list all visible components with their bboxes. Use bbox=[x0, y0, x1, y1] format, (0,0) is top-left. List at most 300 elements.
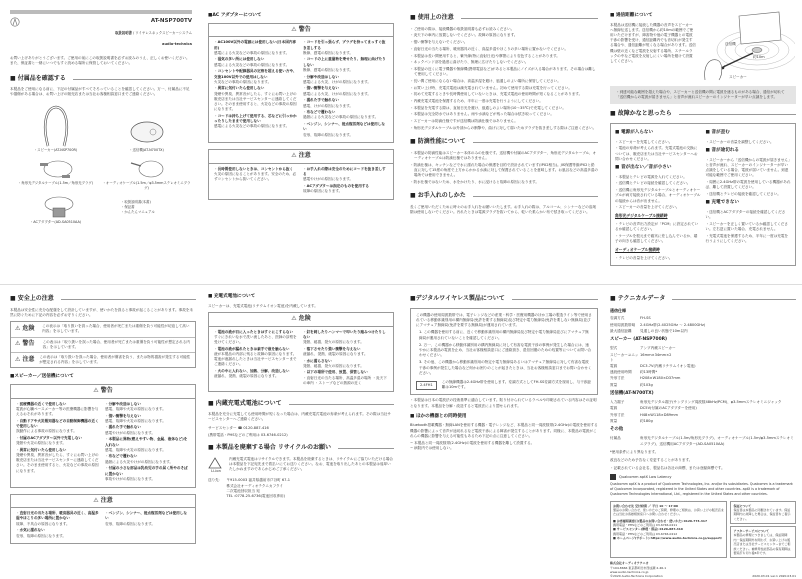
aptx-logo-icon bbox=[610, 474, 616, 480]
ac-warning-box bbox=[208, 23, 394, 144]
included-doc: ・保証書 bbox=[121, 205, 135, 210]
safety-levels-box bbox=[10, 321, 196, 368]
precaution-item: ・濡れた手で触れない 感電やけがの原因になります。 bbox=[105, 425, 190, 435]
spec-label: スピーカーユニット bbox=[610, 352, 639, 362]
tech-column bbox=[610, 291, 796, 579]
send-to-label: 送り先： bbox=[208, 478, 223, 483]
precaution-title: 強い衝撃を与えない bbox=[306, 86, 339, 91]
comm-spec-table bbox=[610, 316, 796, 334]
frequency-badge: 2.4FH1 bbox=[416, 381, 437, 390]
spec-value: DC5V(付属のACアダプターを使用) bbox=[640, 406, 697, 411]
after-service-box bbox=[730, 526, 796, 558]
spec-value: 約180g bbox=[640, 418, 653, 423]
trouble-item: ・電池の寿命が考えられます。充電式電池の交換については、販売店または当社サービスセンターへお問い合わせください。 bbox=[615, 146, 698, 161]
spec-label: 使用周波数帯域 bbox=[610, 322, 636, 327]
list-item: ・防水仕様ではないため、水をかけたり、水に浸けると故障の原因になります。 bbox=[410, 179, 539, 184]
address-line: 二次電池回収担当 宛 bbox=[226, 488, 260, 493]
address-line: TEL :0778-25-6736(電池回収専用) bbox=[226, 493, 286, 498]
caution-list-right bbox=[105, 511, 190, 540]
precaution-item: ・電池の液が目に入ったときはすぐにこすらない すぐにきれいな水で洗い流したあと、医師の診察を受けてください。 bbox=[214, 330, 299, 346]
spec-value: 角形光デジタルケーブル(1.5m/角形光プラグ)、オーディオケーブル(1.5m/φ3.5mmステレオミニプラグ)、送信機用ACアダプター(AD-SA0510AA) bbox=[640, 436, 794, 446]
trouble-item: ・スピーカーを正しく置いているか確認してください。左右逆に置いた場合、充電されません。 bbox=[705, 221, 788, 231]
contact-service-mobile: 携帯電話・PHSなどのご利用は 03-6746-0212 bbox=[613, 531, 678, 536]
spec-value: DC3.7V(内蔵リチウムイオン電池) bbox=[640, 364, 696, 369]
precaution-item: ・付属のACアダプター以外で充電しない 発熱や火災の原因になります。 bbox=[16, 436, 101, 446]
precaution-title: ACアダプターは指定のものを使用する bbox=[306, 184, 370, 189]
precaution-detail: 火災などの事故の原因になります。 bbox=[214, 79, 272, 84]
precaution-detail: 過熱による火災やけがの原因になります。 bbox=[105, 459, 173, 464]
company-name: 株式会社オーディオテクニカ bbox=[610, 561, 649, 566]
precaution-title: コードは持ち上げて使用する、芯などに引っかかったりしたままで使用しない bbox=[214, 113, 297, 124]
care-text: 長くご使用いただくために時々のお手入れをお願いいたします。お手入れの際は、アルコール、シンナーなどの溶剤類は使用しないでください。汚れたときは電源プラグを抜いてから、乾いた柔らかい布で拭き取ってください。 bbox=[410, 204, 596, 214]
spec-value: 見通しの良い状態で10m以内 bbox=[640, 328, 688, 333]
support-url[interactable]: ■ ホームページ(サポート) https://www.audio-technica.co.jp/support/ bbox=[613, 536, 722, 541]
spec-label: 入力端子 bbox=[610, 400, 625, 405]
precaution-item: ・コードは持ち上げて使用する、芯などに引っかかったりしたままで使用しない 感電による火災などの事故の原因になります。 bbox=[214, 114, 299, 130]
doc-subtitle: ワイヤレスネックスピーカーシステム bbox=[135, 31, 192, 35]
trouble-item: ・スピーカーの音量を調整してください。 bbox=[705, 139, 774, 144]
distance-label: 約10m bbox=[753, 55, 765, 59]
list-item: ・初めて充電するときや長時間使用していないときは、充電式電池の使用時間が短くなることがあります。 bbox=[410, 92, 583, 97]
usage-list bbox=[410, 27, 598, 131]
precaution-title: お手入れの際は安全のためにコードを抜き差しする bbox=[303, 166, 386, 177]
ac-adapter-column bbox=[208, 10, 394, 203]
list-item: ・直射日光の当たる場所、暖房器具の近く、高温多湿やほこりの多い場所に置かないでください。 bbox=[410, 46, 569, 51]
li-ion-label: Li-ion bbox=[211, 468, 221, 473]
precaution-detail: 感電による火災などの事故の原因になります。 bbox=[214, 62, 290, 67]
trouble-right bbox=[706, 127, 792, 262]
level-desc: この表示は「取り扱いを誤った場合、使用者が死亡または重傷を負う可能性が切迫して高い内容」を示しています。 bbox=[42, 324, 190, 334]
warranty-text: 保証書は本製品に同梱されています。保証期間内に故障した場合は、保証書をご提示ください。 bbox=[733, 508, 791, 521]
warning-triangle-icon: ⚠ bbox=[93, 386, 99, 394]
included-doc: ・取扱説明書(本書) bbox=[121, 200, 151, 205]
caution-list-left bbox=[214, 167, 299, 196]
precaution-detail: 発熱や火災の原因になります。 bbox=[16, 441, 67, 446]
precaution-detail: 誤動作による事故の原因になります。 bbox=[16, 429, 77, 434]
level-name: 注意 bbox=[22, 355, 35, 363]
ac-caution-box bbox=[208, 149, 394, 200]
battery-text: スピーカーは、充電式電池(リチウムイオン電池)を内蔵しています。 bbox=[208, 303, 318, 308]
wireless-item: 2. 万一、この機器から移動体識別用の構内無線局に対して有害な電波干渉の事例が発生した場合には、速やかに本製品の電波を止め、当社お客様相談窓口にご連絡頂き、混信回避のための処置等についてお問い合わせください。 bbox=[419, 342, 592, 358]
precaution-detail: 発熱、破損、発火の原因になります。 bbox=[303, 363, 364, 368]
safety-column bbox=[10, 291, 196, 547]
header-bar bbox=[10, 10, 192, 14]
speaker-illustration bbox=[36, 104, 76, 148]
spec-group-heading: 通信仕様 bbox=[610, 307, 626, 313]
recycle-text: 内蔵充電式電池はリサイクルできます。本製品を廃棄するときは、リサイクルにご協力いただける場合は本製品を下記宛先まで着払いにてお送りください。なお、電池を取り出したあとの本製品は返却いたしかねますのであらかじめご了承ください。 bbox=[229, 456, 394, 472]
precaution-detail: 変形、故障の原因になります。 bbox=[105, 521, 156, 526]
speaker-warning-box bbox=[10, 384, 196, 488]
precaution-detail: 感電やけがの原因になります。 bbox=[105, 430, 156, 435]
danger-list-left bbox=[214, 330, 299, 388]
wireless-item: 3. その他、この機器から移動体識別用の特定小電力無線局あるいはアマチュア無線局に対して有害な電波干渉の事例が発生した場合など何かお困りのことが起きたときは、当社お客様相談窓口までお問い合わせください。 bbox=[419, 360, 592, 375]
caution-label: 注意 bbox=[100, 496, 113, 504]
precaution-title: 水に濡らさない bbox=[306, 358, 332, 363]
caution-triangle-icon: ⚠ bbox=[93, 496, 99, 504]
spec-label: 質量 bbox=[610, 418, 618, 423]
precaution-title: AC100V以外の電源には使用しない(日本国内専用) bbox=[214, 40, 297, 50]
precaution-item: ・火の中に入れない、加熱、分解、改造しない 液漏れ、発熱、破裂の原因になります。 bbox=[214, 369, 299, 379]
precaution-item: ・布などで覆わない 過熱による火災などの事故の原因になります。 bbox=[303, 110, 388, 120]
precaution-item: ・コードを引っ張らず、プラグを持ってまっすぐ抜き差しする 断線、感電の原因になります。 bbox=[303, 40, 388, 56]
tech-heading: ■ テクニカルデータ bbox=[610, 295, 796, 304]
precaution-detail: 発煙や異臭、異常音がしたら、すぐにお買い上げの販売店または当社サービスセンターに連絡してください。そのまま使用すると、火災などの事故の原因になります。 bbox=[16, 452, 99, 473]
precaution-title: 分解や改造はしない bbox=[306, 74, 339, 79]
precaution-detail: 液漏れ、発熱、破裂の原因になります。 bbox=[303, 351, 368, 356]
accessories-text: 本製品をご使用になる前に、下記の付属品がすべてそろっていることを確認してください。万一、付属品に不足や損傷がある場合は、お買い上げの販売店または当社お客様相談窓口までご連絡ください。 bbox=[10, 87, 190, 97]
precaution-title: 異常に気付いたら使用しない bbox=[217, 86, 265, 91]
precaution-detail: 火災の原因になることがあります。安全のため、必ずコンセントから抜いてください。 bbox=[214, 172, 297, 182]
header-column: AT-NSP700TV 取扱説明書 / ワイヤレスネックスピーカーシステム audio-technica お買い上げありがとうございます。ご使用の前にこの取扱説明書を必ずお読みのうえ、正しくお使いください。また、保証書と一緒にいつでもすぐ読める場所に保管しておいてください。 ■ 付属品を確認する 本製品をご使用になる前に、下記の付属品がすべてそろっていることを確認してください。万一、付属品に不足や損傷がある場合は、お買い上げの販売店または当社お客様相談窓口までご連絡ください。 ・スピーカー(AT-NSP700R) ・送信機(AT-N700TX) ・角形光デジタルケーブル(1.5m／角形光プラグ) ・オーディオケーブル(1.5m／φ3.5mmステレオミニプラグ) ・ACアダプター(AD-SA0510AA) ・取扱説明書(本書) ・保証書 ・かんたんマニュアル bbox=[10, 10, 192, 225]
audio-cable-illustration bbox=[127, 157, 167, 181]
precaution-detail: 感電、けがの原因になります。 bbox=[303, 103, 354, 108]
precaution-detail: 発煙や異臭、異常音がしたら、すぐにお買い上げの販売店または当社サービスセンターに連絡してください。そのまま使用すると、火災などの事故の原因になります。 bbox=[214, 91, 297, 112]
spec-note: 改良などのため予告なく変更することがあります。 bbox=[610, 458, 693, 463]
wireless-intro: この機器の使用周波数帯では、電子レンジなどの産業・科学・医療用機器のほか工場の製造ライン等で使用されている移動体識別用の構内無線局(免許を要する無線局)及び特定小電力無線局(免許を要しない無線局)並びにアマチュア無線局(免許を要する無線局)が運用されています。 bbox=[416, 312, 592, 328]
speaker-spec-table bbox=[610, 346, 796, 387]
trouble-item: ・テレビの音量を上げてください。 bbox=[615, 255, 673, 260]
care-heading: ■ お手入れのしかた bbox=[410, 192, 598, 201]
precaution-detail: 感電、故障や火災の原因になります。 bbox=[105, 447, 166, 452]
included-doc: ・かんたんマニュアル bbox=[121, 210, 155, 215]
contact-hours: お問い合わせ先 受付時間 ／ 平日 10 〜 17:00 bbox=[613, 503, 678, 508]
precaution-title: 自動ドアや火災報知器などの自動制御機器の近くで使用しない bbox=[16, 418, 99, 428]
troubleshooting-box bbox=[610, 123, 796, 266]
level-warning: ⚠ 警告 この表示は「取り扱いを誤った場合、使用者が死亡または重傷を負う可能性が想定される内容」を示しています。 bbox=[11, 338, 195, 353]
wireless-item: 1. この機器を使用する前に、近くで移動体識別用の構内無線局及び特定小電力無線局並びにアマチュア無線局が運用されていないことを確認してください。 bbox=[419, 330, 589, 340]
precaution-title: 付属の小さな部品は乳幼児の手の届く所やのそばに置かない bbox=[105, 466, 188, 476]
after-service-text: 本製品の修理につきましては、保証期間内・保証期間外を問わず、お買い上げの販売店または当社サービスセンターまでご相談ください。補修用性能部品の保有期間は製造打ち切り後6年です。 bbox=[733, 533, 791, 555]
level-caution: ⚠ 注意 この表示は「取り扱いを誤った場合、使用者が傷害を負う、または物的損害が発生する可能性が想定される内容」を示しています。 bbox=[15, 354, 191, 365]
warning-list-right bbox=[303, 40, 388, 139]
precaution-title: 長時間使用しないときは、コンセントから抜く bbox=[217, 166, 294, 171]
spec-label: 変調方式 bbox=[610, 316, 625, 321]
ac-adapter-illustration bbox=[33, 194, 79, 220]
precaution-title: 付属のACアダプター以外で充電しない bbox=[19, 435, 83, 440]
contact-text: 製品のお問い合わせ、使いかたのご質問、修理のご相談は、お買い上げの販売店または当社お客様相談窓口へお問い合わせください。 bbox=[613, 508, 724, 517]
range-note: ・到達可能な範囲を超えた場合や、スピーカーと送信機の間に電波を遮るものがある場合、通信が切れて「送信機からの電波が届きません」と音声が流れスピーカーのインジケーターが早い点滅をします。 bbox=[610, 86, 796, 104]
warning-triangle-icon: ⚠ bbox=[291, 25, 297, 33]
spec-value: アンプ内蔵スピーカー bbox=[640, 346, 676, 351]
list-item: ・お買い上げ時、充電式電池は満充電されていません。初めて使用する際は充電を行ってください。 bbox=[410, 85, 572, 90]
precaution-item: ・落下させたり強い衝撃を与えない 液漏れ、発熱、破裂の原因になります。 bbox=[303, 347, 388, 357]
tv-range-illustration bbox=[699, 10, 795, 82]
precaution-item: ・強い衝撃を与えない 感電による火災、けがの原因になります。 bbox=[303, 86, 388, 96]
warning-list-left bbox=[214, 40, 299, 139]
transmitter-illustration bbox=[127, 104, 167, 148]
contact-support: ■ お客様相談窓口(製品のお問い合わせ・使いかた) 0120-773-417 bbox=[613, 518, 708, 523]
coexist-item: − 本製品と同一周波数帯(2.4GHz)の電波を使用する機器を離して設置する。 bbox=[410, 441, 535, 445]
internal-battery-text: 本製品を充分に充電しても使用時間が短くなった場合は、内蔵充電式電池の寿命が考えられます。その際は当社サービスセンターへご連絡ください。 bbox=[208, 412, 391, 422]
precaution-detail: 感電による火災、けがの原因になります。 bbox=[303, 91, 371, 96]
precaution-detail: すぐにきれいな水で洗い流したあと、医師の診察を受けてください。 bbox=[214, 334, 297, 344]
intro-text: お買い上げありがとうございます。ご使用の前にこの取扱説明書を必ずお読みのうえ、正しくお使いください。また、保証書と一緒にいつでもすぐ読める場所に保管しておいてください。 bbox=[10, 56, 190, 66]
precaution-title: 釘を刺したりハンマーで叩いたり踏みつけたりしない bbox=[303, 329, 386, 339]
spec-note: *使用条件により異なります。 bbox=[610, 449, 659, 454]
spec-label: 型式 bbox=[610, 346, 618, 351]
safety-heading: ■ 安全上の注意 bbox=[10, 295, 196, 304]
precaution-title: 火の中に入れない、加熱、分解、改造しない bbox=[217, 368, 290, 373]
trouble-item: ・ケーブルを根元まで確実に差し込んでいるか、端子の向きも確認してください。 bbox=[615, 233, 698, 244]
precaution-title: 医療機器の近くで使用しない bbox=[19, 401, 67, 406]
battery-danger-box bbox=[208, 312, 394, 392]
precaution-detail: 感電による火災などの事故の原因になります。 bbox=[214, 124, 290, 129]
warranty-heading: 保証について bbox=[733, 503, 752, 508]
safety-text: 本製品は安全性に充分な配慮をして設計していますが、使いかたを誤ると事故が起こることがあります。事故を未然に防ぐために下記の内容を必ずお守りください。 bbox=[10, 307, 193, 317]
contact-service: ■ サービスセンター(修理・部品) 0120-887-416 bbox=[613, 527, 683, 532]
warranty-box bbox=[730, 501, 796, 524]
list-item: ・内蔵充電式電池を保護するため、半年に一度は充電を行うようにしてください。 bbox=[410, 98, 543, 103]
precaution-detail: 故障、不具合の原因になります。 bbox=[16, 521, 70, 526]
trouble-heading: オーディオケーブル接続時 bbox=[615, 247, 660, 253]
precaution-detail: 事故やけがの原因になります。 bbox=[105, 476, 156, 481]
precaution-detail: 感電、故障や火災の原因になります。 bbox=[105, 406, 166, 411]
spec-label: 外形寸法 bbox=[610, 412, 625, 417]
coexist-text: Bluetooth搭載機器・無線LANを使用する機器・電子レンジなど、本製品と同一周波数帯(2.4GHz)の電波を使用する機器の影響によって音声が途切れるなど電波干渉による障害が発生することがあります。同様に、本製品の電波がこれらの機器に影響を与える可能性もあるため下記の点に注意してください。 bbox=[410, 423, 598, 438]
precaution-item: ・強い衝撃を与えない 感電、故障や火災の原因になります。 bbox=[105, 414, 190, 424]
precaution-detail: 液が本製品の内部に残ると故障の原因になります。電池が液漏れしたときは当社サービスセンターまでご連絡ください。 bbox=[214, 351, 297, 367]
address-line: 株式会社オーディオテクニカフクイ bbox=[226, 483, 284, 488]
accessories-heading: ■ 付属品を確認する bbox=[10, 75, 192, 84]
trouble-heading: ■ 電源が入らない bbox=[615, 130, 654, 136]
caution-list-right bbox=[303, 167, 388, 196]
frequency-text: この無線機器は2.4GHz帯を使用します。変調方式としてFH-SS変調方式を採用し、与干渉距離は10mです。 bbox=[441, 379, 591, 390]
trouble-item: ・送信機に角形光デジタルケーブルとオーディオケーブルが両方接続されている場合、オーディオケーブルの接続からは音が出ません。 bbox=[615, 188, 701, 203]
copyright: ©2020 Audio-Technica Corporation bbox=[610, 574, 663, 579]
trouble-item: ・充電式電池を保護するため、半年に一度は充電を行うようにしてください。 bbox=[705, 233, 789, 243]
list-item: ・防滴仕様は、キッチンなどで水に濡れた場合の保護を目的で設計されています(IPX2相当)。JIS保護等級IPX2と鉛直に対して15度の角度で上方からかかる水滴に対して保護されていることを意味します。お風呂などの高湿多湿の場所では使用できません。 bbox=[410, 162, 598, 177]
trouble-item: ・本製品とテレビの電源を入れてください。 bbox=[615, 174, 687, 179]
doc-type: 取扱説明書 bbox=[114, 31, 132, 35]
precaution-title: 直射日光の当たる場所、暖房器具の近く、高温多湿やほこりの多い場所に置かない bbox=[16, 511, 99, 521]
accessory-item: ・オーディオケーブル(1.5m／φ3.5mmステレオミニプラグ) bbox=[102, 180, 191, 190]
spec-label: 連続使用時間 bbox=[610, 370, 632, 375]
optical-cable-illustration bbox=[36, 157, 76, 181]
range-heading: ■ 通信距離について bbox=[610, 13, 653, 18]
precaution-item: ・水気に濡れない 変形、故障の原因になります。 bbox=[16, 528, 101, 538]
recycle-heading: ■ 本製品を廃棄する場合 リサイクルのお願い bbox=[208, 444, 394, 453]
accessory-item: ・送信機(AT-N700TX) bbox=[129, 147, 164, 152]
trouble-item: ・送信機とテレビの接続を確認してください。 bbox=[705, 191, 781, 196]
danger-triangle-icon: ⚠ bbox=[291, 314, 297, 322]
accessory-item: ・ACアダプター(AD-SA0510AA) bbox=[29, 220, 82, 225]
page-fold-line bbox=[0, 284, 802, 285]
transmitter-spec-table bbox=[610, 400, 796, 424]
precaution-item: ・電池の液が漏れたときは素手で液を触らない 液が本製品の内部に残ると故障の原因になります。電池が液漏れしたときは当社サービスセンターまでご連絡ください。 bbox=[214, 347, 299, 368]
contact-support-mobile: 携帯電話・PHSなどのご利用は 03-6746-0211 bbox=[613, 523, 678, 528]
caution-triangle-icon: ⚠ bbox=[291, 152, 297, 160]
precaution-item: ・分解や改造はしない 感電、故障や火災の原因になります。 bbox=[105, 402, 190, 412]
list-item: ・炎天下の車内に放置しないでください。故障の原因になります。 bbox=[410, 33, 518, 38]
precaution-item: ・AC100V以外の電源には使用しない(日本国内専用) 感電による火災などの事故の原因になります。 bbox=[214, 40, 299, 56]
list-item: ・長い間ご使用にならない場合は、高温多湿を避け、風通しのよい場所に保管してください。 bbox=[410, 78, 561, 83]
range-diagram bbox=[699, 10, 795, 82]
spec-label: 電源 bbox=[610, 364, 618, 369]
caution-label: 注意 bbox=[298, 152, 311, 160]
spec-group-heading: スピーカー (AT-NSP700R) bbox=[610, 337, 668, 343]
after-service-heading: アフターサービスについて bbox=[733, 529, 770, 534]
other-spec-table bbox=[610, 436, 796, 446]
speaker-section-heading: ■スピーカー／送信機について bbox=[10, 374, 74, 380]
radio-law-text: ・本製品は日本の電波法の技術基準に適合しています。貼り付けられているラベルや印刷されている内容はその証明となります。本製品を分解・改造すると電波法により罰せられます。 bbox=[410, 398, 597, 408]
warning-list-right bbox=[105, 402, 190, 484]
precaution-title: コードの上に重量物を乗せたり、無理に曲げたりしない bbox=[303, 57, 386, 67]
precaution-title: 異常に気付いたら使用しない bbox=[19, 447, 67, 452]
precaution-item: ・ベンジン、シンナー、接点復活剤などは使用しない 変形、故障の原因になります。 bbox=[105, 511, 190, 527]
spec-label: 質量 bbox=[610, 382, 618, 387]
precaution-item: ・自動ドアや火災報知器などの自動制御機器の近くで使用しない 誤動作による事故の原因になります。 bbox=[16, 419, 101, 435]
precaution-title: コードを引っ張らず、プラグを持ってまっすぐ抜き差しする bbox=[303, 40, 386, 50]
spec-label: 付属品 bbox=[610, 436, 621, 441]
trouble-item: ・テレビの音声出力設定が「PCM」に設定されているか確認してください。 bbox=[615, 221, 699, 232]
battery-heading: ■ 充電式電池について bbox=[208, 294, 256, 299]
caution-list-left bbox=[16, 511, 101, 540]
ac-adapter-heading: ■AC アダプターについて bbox=[208, 13, 262, 18]
level-desc: この表示は「取り扱いを誤った場合、使用者が死亡または重傷を負う可能性が想定される内容」を示しています。 bbox=[42, 339, 190, 349]
trouble-item: ・周囲に2.4GHz帯の電波を使用している機器があれば、離して設置してください。 bbox=[705, 179, 791, 190]
address-line: 〒915-0003 福井県越前市戸谷町 67-1 bbox=[226, 478, 291, 483]
precaution-item: ・直射日光の当たる場所、暖房器具の近く、高温多湿やほこりの多い場所に置かない 故障、不具合の原因になります。 bbox=[16, 511, 101, 527]
precaution-item: ・コードの上に重量物を乗せたり、無理に曲げたりしない 断線、感電の原因になります。 bbox=[303, 57, 388, 73]
precaution-item: ・お手入れの際は安全のためにコードを抜き差しする 感電やけがの原因になります。 bbox=[303, 167, 388, 183]
list-item: ・ご使用の際は、接続機器の取扱説明書も必ずお読みください。 bbox=[410, 26, 515, 31]
precaution-detail: 故障の原因になります。 bbox=[303, 189, 343, 194]
precaution-title: 以下の場所で使用、放置、保管しない bbox=[306, 370, 368, 375]
accessory-item: ・スピーカー(AT-NSP700R) bbox=[33, 147, 78, 152]
level-name: 警告 bbox=[22, 340, 35, 348]
spec-value: 2.4GHz帯(2.4025GHz 〜 2.4800GHz) bbox=[640, 322, 706, 327]
precaution-title: 電池の液が目に入ったときはすぐにこすらない bbox=[217, 329, 294, 334]
spec-group-heading: 送信機(AT-N700TX) bbox=[610, 390, 654, 396]
trademark-note: ・記載されている会社名、製品名は各社の商標、または登録商標です。 bbox=[610, 466, 725, 471]
level-name: 危険 bbox=[22, 324, 35, 332]
spec-label: 最大通信距離 bbox=[610, 328, 632, 333]
troubleshooting-heading: ■ 故障かなと思ったら bbox=[610, 110, 796, 119]
precaution-detail: 感電による火災などの事故の原因になります。 bbox=[214, 50, 290, 55]
contact-box bbox=[610, 501, 727, 558]
precaution-item: ・ACアダプターは指定のものを使用する 故障の原因になります。 bbox=[303, 184, 388, 194]
spec-value: 約13時間* bbox=[640, 370, 658, 375]
list-item: ・本製品を充電する際は、直射日光を避け、風通しのよい場所(10〜35℃)で充電してください。 bbox=[410, 105, 566, 110]
wireless-box bbox=[410, 308, 598, 396]
battery-column bbox=[208, 291, 394, 499]
aptx-logo-text: Qualcomm aptX Low Latency bbox=[619, 474, 672, 479]
coexist-item: − 病院内では使用しない。 bbox=[410, 446, 454, 451]
internal-battery-heading: ■ 内蔵充電式電池について bbox=[208, 400, 394, 409]
trouble-item: ・送信機とテレビの接続を確認してください。 bbox=[615, 181, 691, 186]
precaution-title: 布などで覆わない bbox=[108, 454, 138, 459]
danger-list-right bbox=[303, 330, 388, 388]
trouble-heading: ■ 音が歪む bbox=[705, 130, 730, 136]
trouble-heading: ■ 音が出ない／音が小さい bbox=[615, 165, 672, 171]
precaution-title: 電池の液が漏れたときは素手で液を触らない bbox=[217, 346, 290, 351]
precaution-item: ・異常に気付いたら使用しない 発煙や異臭、異常音がしたら、すぐにお買い上げの販売店または当社サービスセンターに連絡してください。そのまま使用すると、火災などの事故の原因になります。 bbox=[16, 448, 101, 474]
precaution-item: ・異常に気付いたら使用しない 発煙や異臭、異常音がしたら、すぐにお買い上げの販売店または当社サービスセンターに連絡してください。そのまま使用すると、火災などの事故の原因になります。 bbox=[214, 86, 299, 112]
spec-value: H48×W118×D89mm bbox=[640, 412, 679, 417]
speaker-caution-box bbox=[10, 494, 196, 545]
precaution-detail: 過熱による火災などの事故の原因になります。 bbox=[303, 115, 379, 120]
precaution-detail: 変形、故障の原因になります。 bbox=[303, 132, 354, 137]
precaution-title: 布などで覆わない bbox=[306, 110, 336, 115]
spec-value: FH-SS bbox=[640, 316, 651, 321]
level-desc: この表示は「取り扱いを誤った場合、使用者が傷害を負う、または物的損害が発生する可能性が想定される内容」を示しています。 bbox=[39, 354, 191, 365]
spec-value: H208×W180×D37mm bbox=[640, 376, 681, 381]
precaution-item: ・湿気の多い所には使用しない 感電による火災などの事故の原因になります。 bbox=[214, 57, 299, 67]
brand-name: audio-technica bbox=[162, 41, 192, 46]
model-name: AT-NSP700TV bbox=[150, 18, 192, 25]
waterproof-heading: ■ 防滴性能について bbox=[410, 138, 598, 147]
precaution-item: ・分解や改造はしない 感電による火災、けがの原因になります。 bbox=[303, 75, 388, 85]
precaution-detail: 発熱、破損、発火の原因になります。 bbox=[303, 339, 364, 344]
range-text: 本製品は送信機に接続した機器の音声をスピーカーへ無線伝送します。送信機から約10mの範囲でご使用いただけますが、障害物や他の電子機器との電波干渉の影響を受け、通信距離内でも音切れが発生する場合や、通信距離が短くなる場合があります。送信機は壁の近くなど電波を反射する場所、スチールラックの中など電波を反射しにくい場所を避けて設置してください。 bbox=[610, 22, 696, 64]
list-item: ・本製品は完全防水ではありません。雨や水滴などが残った場合は拭き取ってください。 bbox=[410, 112, 554, 117]
precaution-title: ベンジン、シンナー、接点復活剤などは使用しない bbox=[303, 122, 385, 132]
precaution-title: 落下させたり強い衝撃を与えない bbox=[306, 346, 361, 351]
trouble-heading: ■ 音が途切れる bbox=[705, 147, 740, 153]
precaution-title: 本製品に異物(燃えやすい物、金属、液体など)を入れない bbox=[105, 437, 188, 447]
transmitter-label: 送信機 bbox=[725, 42, 736, 46]
precaution-detail: ・直射日光の当たる場所、高温多湿の場所 ・炎天下の車内 ・ストーブなどの熱源の近く bbox=[303, 375, 387, 385]
precaution-item: ・ベンジン、シンナー、接点復活剤などは使用しない 変形、故障の原因になります。 bbox=[303, 122, 388, 138]
trouble-item: ・スピーカーを充電してください。 bbox=[615, 139, 673, 144]
precaution-title: 湿気の多い所には使用しない bbox=[217, 57, 265, 62]
list-item: ・スピーカーは防滴仕様ですが送信機は防滴仕様ではありません。 bbox=[410, 119, 518, 124]
precaution-detail: 感電、故障や火災の原因になります。 bbox=[105, 418, 166, 423]
spec-value: 角形光デジタル端子(サンプリング周波数48kHz/PCM)、φ3.5mmステレオミニジャック bbox=[640, 400, 782, 405]
precaution-title: コンセントや配線器具の定格を超える使い方や、交流100V以外での使用はしない bbox=[214, 69, 297, 79]
spec-label: 外形寸法 bbox=[610, 376, 625, 381]
service-center-mobile: (携帯電話・PHSなどのご利用は 03-6746-0212) bbox=[208, 432, 288, 437]
trouble-item: ・スピーカーから「送信機からの電波が届きません」と音声が流れ、スピーカーのインジケーターが早い点滅をしている場合、電波が届いていません。到達可能な範囲でご使用ください。 bbox=[705, 157, 790, 178]
precaution-title: 分解や改造はしない bbox=[108, 401, 141, 406]
precaution-detail: 断線、感電の原因になります。 bbox=[303, 50, 354, 55]
list-item: ・角形光デジタルケーブルは外部からの衝撃や、曲げに対して弱いためプラグを抜き差しする際はご注意ください。 bbox=[410, 125, 597, 130]
range-column bbox=[610, 10, 796, 269]
accessory-item: ・角形光デジタルケーブル(1.5m／角形光プラグ) bbox=[17, 180, 94, 185]
precaution-item: ・水に濡らさない 発熱、破損、発火の原因になります。 bbox=[303, 359, 388, 369]
warning-label: 警告 bbox=[100, 386, 113, 394]
precaution-item: ・本製品に異物(燃えやすい物、金属、液体など)を入れない 感電、故障や火災の原因になります。 bbox=[105, 437, 190, 453]
document-number: 2020.03.01 ver.1 2020.03.01 bbox=[752, 574, 796, 579]
company-url[interactable]: www.audio-technica.co.jp bbox=[610, 569, 649, 574]
precaution-detail: 変形、故障の原因になります。 bbox=[16, 533, 67, 538]
spec-group-heading: その他 bbox=[610, 427, 624, 433]
trouble-item: ・スピーカーの音量を上げてください。 bbox=[615, 205, 680, 210]
trouble-heading: ■ 充電できない bbox=[705, 200, 740, 206]
precaution-title: 水気に濡れない bbox=[19, 528, 45, 533]
company-address: 〒194-8666 東京都町田市西成瀬 2-46-1 bbox=[610, 565, 667, 570]
recycle-icon bbox=[208, 457, 222, 469]
recycle-logo bbox=[208, 457, 224, 475]
spec-label: 電源 bbox=[610, 406, 618, 411]
warning-label: 警告 bbox=[298, 25, 311, 33]
precaution-title: 濡れた手で触れない bbox=[108, 425, 141, 430]
qualcomm-text: Qualcomm aptX is a product of Qualcomm Technologies, Inc. and/or its subsidiaries. Qualcomm is a trademark of Qualcomm Incorporated, registered in the United States and other countries. aptX is a trademark of Qualcomm Technologies International, Ltd., registered in the United States and other countries. bbox=[610, 482, 793, 496]
speaker-label: スピーカー bbox=[729, 75, 747, 79]
precaution-title: ベンジン、シンナー、接点復活剤などは使用しない bbox=[105, 511, 187, 521]
coexist-heading: ■ ほかの機器との同時使用 bbox=[410, 413, 467, 419]
list-item: ・本製品の防滴性能はスピーカー本体のみの仕様です。送信機や付属のACアダプター、角形光デジタルケーブル、オーディオケーブルは防滴仕様ではありません。 bbox=[410, 150, 597, 160]
service-center-phone: サービスセンター ☎ 0120-887-416 bbox=[208, 425, 269, 430]
precaution-detail: 液漏れ、発熱、破裂の原因になります。 bbox=[214, 374, 279, 379]
precaution-item: ・濡れた手で触れない 感電、けがの原因になります。 bbox=[303, 98, 388, 108]
danger-label: 危険 bbox=[298, 314, 311, 322]
precaution-title: 強い衝撃を与えない bbox=[108, 413, 141, 418]
precaution-item: ・長時間使用しないときは、コンセントから抜く 火災の原因になることがあります。安全のため、必ずコンセントから抜いてください。 bbox=[214, 167, 299, 183]
list-item: ・本製品の近くに電子機器や無線機(携帯電話など)があると本製品にノイズが入る場合があります。その場合は離して使用してください。 bbox=[410, 66, 596, 77]
trouble-item: ・送信機とACアダプターの接続を確認してください。 bbox=[705, 209, 786, 219]
level-danger: ⚠ 危険 この表示は「取り扱いを誤った場合、使用者が死亡または重傷を負う可能性が切迫して高い内容」を示しています。 bbox=[11, 322, 195, 337]
